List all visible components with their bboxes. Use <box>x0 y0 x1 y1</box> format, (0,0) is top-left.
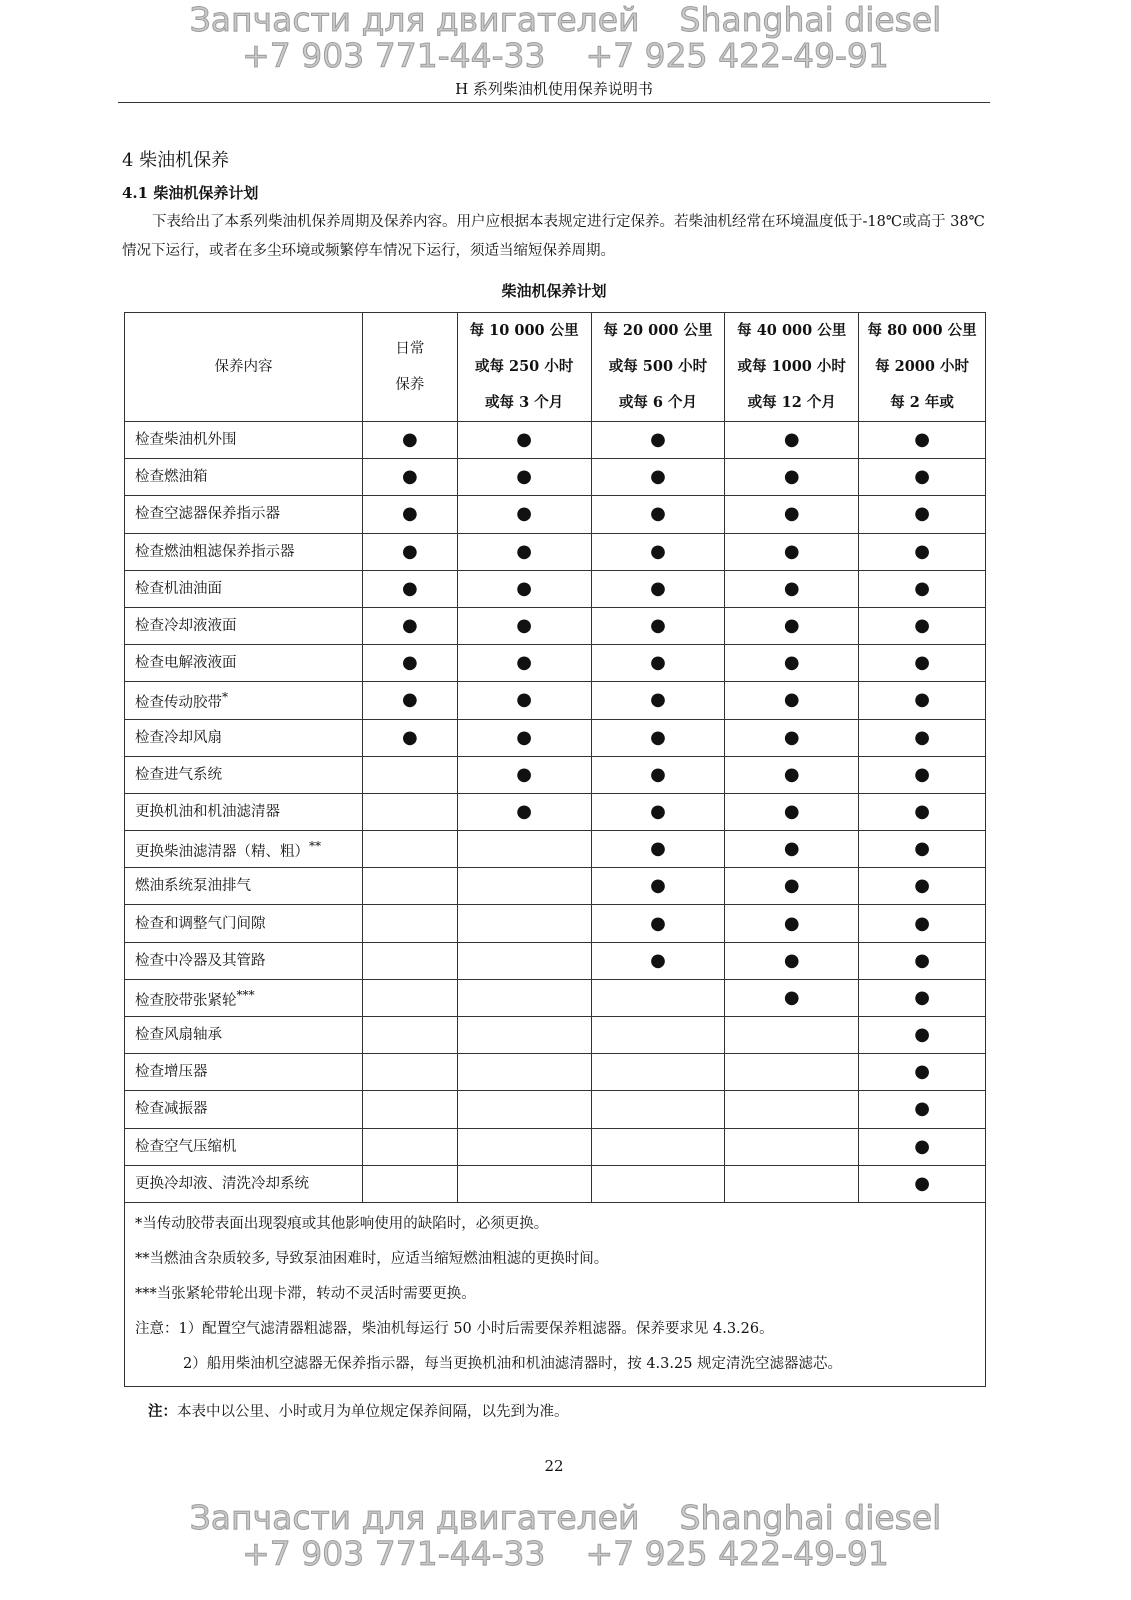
column-header <box>591 313 725 422</box>
item-label: 检查和调整气门间隙 <box>135 915 266 932</box>
maintenance-item <box>125 496 363 533</box>
watermark-row <box>0 1536 1131 1572</box>
check-dot-icon: ● <box>859 756 986 793</box>
table-row <box>125 682 986 719</box>
check-dot-icon: ● <box>591 682 725 719</box>
item-label: 检查胶带张紧轮 <box>135 992 237 1009</box>
item-label: 检查燃油箱 <box>135 469 208 486</box>
table-row <box>125 1165 986 1202</box>
check-dot-icon: ● <box>457 422 591 459</box>
table-title: 柴油机保养计划 <box>501 282 607 300</box>
check-dot-icon: ● <box>591 496 725 533</box>
check-dot-icon: ● <box>725 719 859 756</box>
footnote-marker: * <box>222 690 229 705</box>
check-dot-icon: ● <box>725 905 859 942</box>
watermark-row <box>0 2 1131 38</box>
watermark-line: +7 903 771-44-33 <box>242 1534 546 1573</box>
check-dot-icon: ● <box>725 756 859 793</box>
check-dot-icon: ● <box>457 459 591 496</box>
check-dot-icon: ● <box>362 682 457 719</box>
footer-note-text: 本表中以公里、小时或月为单位规定保养间隔，以先到为准。 <box>177 1404 569 1420</box>
column-header-line: 保养 <box>395 377 425 393</box>
check-dot-icon: ● <box>859 868 986 905</box>
note-line: **当燃油含杂质较多, 导致泵油困难时，应适当缩短燃油粗滤的更换时间。 <box>135 1250 609 1267</box>
maintenance-item <box>125 719 363 756</box>
empty-cell <box>362 979 457 1016</box>
check-dot-icon: ● <box>457 607 591 644</box>
item-label: 检查中冷器及其管路 <box>135 952 266 969</box>
check-dot-icon: ● <box>362 422 457 459</box>
empty-cell <box>362 831 457 868</box>
column-header-line: 日常 <box>395 341 425 357</box>
running-header: H 系列柴油机使用保养说明书 <box>455 80 653 98</box>
check-dot-icon: ● <box>457 793 591 830</box>
item-label: 更换机油和机油滤清器 <box>135 803 280 820</box>
check-dot-icon: ● <box>591 756 725 793</box>
watermark-line: +7 925 422-49-91 <box>585 36 889 75</box>
table-row <box>125 645 986 682</box>
column-header <box>362 313 457 422</box>
watermark-row <box>0 38 1131 74</box>
item-label: 检查风扇轴承 <box>135 1027 222 1044</box>
check-dot-icon: ● <box>591 459 725 496</box>
check-dot-icon: ● <box>725 645 859 682</box>
maintenance-item <box>125 793 363 830</box>
column-header <box>125 313 363 422</box>
empty-cell <box>725 1165 859 1202</box>
check-dot-icon: ● <box>362 496 457 533</box>
maintenance-item <box>125 422 363 459</box>
maintenance-item <box>125 682 363 719</box>
empty-cell <box>457 942 591 979</box>
column-header-line: 每 10 000 公里 <box>469 322 579 339</box>
maintenance-item <box>125 942 363 979</box>
table-row <box>125 1017 986 1054</box>
header-rule <box>118 102 990 103</box>
check-dot-icon: ● <box>859 1128 986 1165</box>
empty-cell <box>591 1054 725 1091</box>
empty-cell <box>457 1165 591 1202</box>
table-row <box>125 570 986 607</box>
maintenance-item <box>125 905 363 942</box>
empty-cell <box>457 979 591 1016</box>
check-dot-icon: ● <box>591 422 725 459</box>
check-dot-icon: ● <box>591 831 725 868</box>
check-dot-icon: ● <box>725 979 859 1016</box>
maintenance-item <box>125 607 363 644</box>
watermark-line: +7 925 422-49-91 <box>585 1534 889 1573</box>
column-header-line: 或每 250 小时 <box>474 358 574 375</box>
check-dot-icon: ● <box>859 496 986 533</box>
table-row <box>125 1091 986 1128</box>
check-dot-icon: ● <box>457 496 591 533</box>
empty-cell <box>362 1091 457 1128</box>
column-header-line: 或每 1000 小时 <box>737 358 846 375</box>
watermark-line: Запчасти для двигателей <box>189 0 640 39</box>
check-dot-icon: ● <box>591 645 725 682</box>
item-label: 检查机油油面 <box>135 580 222 597</box>
check-dot-icon: ● <box>859 793 986 830</box>
watermark-row <box>0 1500 1131 1536</box>
maintenance-item <box>125 570 363 607</box>
empty-cell <box>725 1091 859 1128</box>
note-line: 2）船用柴油机空滤器无保养指示器，每当更换机油和机油滤清器时，按 4.3.25 规定清洗空滤器滤芯。 <box>183 1355 843 1372</box>
item-label: 检查增压器 <box>135 1064 208 1081</box>
check-dot-icon: ● <box>859 459 986 496</box>
table-row <box>125 459 986 496</box>
item-label: 燃油系统泵油排气 <box>135 878 251 895</box>
item-label: 更换冷却液、清洗冷却系统 <box>135 1175 309 1192</box>
note-line: *当传动胶带表面出现裂痕或其他影响使用的缺陷时，必须更换。 <box>135 1215 549 1232</box>
column-header <box>859 313 986 422</box>
check-dot-icon: ● <box>457 645 591 682</box>
table-row <box>125 793 986 830</box>
footer-note <box>148 1402 569 1422</box>
subsection-title: 4.1 柴油机保养计划 <box>122 184 259 202</box>
check-dot-icon: ● <box>725 682 859 719</box>
check-dot-icon: ● <box>725 942 859 979</box>
column-header-line: 保养内容 <box>214 359 273 375</box>
check-dot-icon: ● <box>457 756 591 793</box>
maintenance-item <box>125 1091 363 1128</box>
maintenance-item <box>125 979 363 1016</box>
empty-cell <box>362 905 457 942</box>
check-dot-icon: ● <box>859 719 986 756</box>
item-label: 检查冷却风扇 <box>135 729 222 746</box>
column-header <box>457 313 591 422</box>
item-label: 检查空气压缩机 <box>135 1138 237 1155</box>
empty-cell <box>457 1091 591 1128</box>
empty-cell <box>457 831 591 868</box>
empty-cell <box>725 1054 859 1091</box>
check-dot-icon: ● <box>859 979 986 1016</box>
empty-cell <box>591 1165 725 1202</box>
check-dot-icon: ● <box>591 868 725 905</box>
empty-cell <box>457 1017 591 1054</box>
table-header-row <box>125 313 986 422</box>
watermark-bottom <box>0 1500 1131 1572</box>
maintenance-item <box>125 1128 363 1165</box>
item-label: 检查减振器 <box>135 1101 208 1118</box>
table-row <box>125 422 986 459</box>
table-row <box>125 1128 986 1165</box>
empty-cell <box>457 905 591 942</box>
check-dot-icon: ● <box>725 459 859 496</box>
watermark-line: Shanghai diesel <box>679 1498 942 1537</box>
check-dot-icon: ● <box>859 905 986 942</box>
column-header-line: 或每 3 个月 <box>485 394 564 411</box>
footer-note-label: 注： <box>148 1403 177 1420</box>
table-row <box>125 831 986 868</box>
footnote-marker: ** <box>309 839 322 854</box>
watermark-line: +7 903 771-44-33 <box>242 36 546 75</box>
check-dot-icon: ● <box>457 682 591 719</box>
item-label: 检查空滤器保养指示器 <box>135 506 280 523</box>
check-dot-icon: ● <box>362 570 457 607</box>
table-row <box>125 719 986 756</box>
check-dot-icon: ● <box>859 682 986 719</box>
check-dot-icon: ● <box>725 570 859 607</box>
column-header-line: 或每 12 个月 <box>747 394 836 411</box>
check-dot-icon: ● <box>859 831 986 868</box>
check-dot-icon: ● <box>591 570 725 607</box>
empty-cell <box>362 1165 457 1202</box>
check-dot-icon: ● <box>591 942 725 979</box>
item-label: 检查冷却液液面 <box>135 618 237 635</box>
check-dot-icon: ● <box>591 607 725 644</box>
column-header-line: 每 2 年或 <box>890 394 954 411</box>
section-title: 4 柴油机保养 <box>122 150 230 171</box>
check-dot-icon: ● <box>859 607 986 644</box>
maintenance-item <box>125 1165 363 1202</box>
check-dot-icon: ● <box>725 533 859 570</box>
empty-cell <box>362 1017 457 1054</box>
footnote-marker: *** <box>236 987 255 1002</box>
check-dot-icon: ● <box>859 1017 986 1054</box>
maintenance-schedule-table <box>124 312 986 1387</box>
check-dot-icon: ● <box>859 645 986 682</box>
empty-cell <box>457 1054 591 1091</box>
table-row <box>125 942 986 979</box>
check-dot-icon: ● <box>725 793 859 830</box>
intro-paragraph: 下表给出了本系列柴油机保养周期及保养内容。用户应根据本表规定进行定保养。若柴油机经常在环境温度低于-18℃或高于 38℃情况下运行，或者在多尘环境或频繁停车情况下运行，须适当缩短保养周期。 <box>122 214 985 259</box>
check-dot-icon: ● <box>362 459 457 496</box>
check-dot-icon: ● <box>362 533 457 570</box>
item-label: 检查燃油粗滤保养指示器 <box>135 543 295 560</box>
check-dot-icon: ● <box>725 868 859 905</box>
column-header-line: 或每 500 小时 <box>608 358 708 375</box>
check-dot-icon: ● <box>859 533 986 570</box>
note-line: ***当张紧轮带轮出现卡滞，转动不灵活时需要更换。 <box>135 1285 476 1302</box>
check-dot-icon: ● <box>859 1091 986 1128</box>
item-label: 检查传动胶带 <box>135 695 222 712</box>
table-row <box>125 496 986 533</box>
watermark-line: Shanghai diesel <box>679 0 942 39</box>
check-dot-icon: ● <box>457 570 591 607</box>
check-dot-icon: ● <box>591 719 725 756</box>
check-dot-icon: ● <box>591 533 725 570</box>
table-notes <box>125 1202 986 1386</box>
table-row <box>125 905 986 942</box>
check-dot-icon: ● <box>362 607 457 644</box>
empty-cell <box>362 1054 457 1091</box>
maintenance-item <box>125 645 363 682</box>
column-header <box>725 313 859 422</box>
maintenance-item <box>125 868 363 905</box>
table-row <box>125 868 986 905</box>
check-dot-icon: ● <box>362 645 457 682</box>
check-dot-icon: ● <box>859 422 986 459</box>
check-dot-icon: ● <box>859 1165 986 1202</box>
empty-cell <box>725 1017 859 1054</box>
empty-cell <box>591 1091 725 1128</box>
maintenance-item <box>125 459 363 496</box>
empty-cell <box>362 1128 457 1165</box>
note-line: 注意：1）配置空气滤清器粗滤器，柴油机每运行 50 小时后需要保养粗滤器。保养要求见 4.3.26。 <box>135 1320 774 1337</box>
table-row <box>125 607 986 644</box>
check-dot-icon: ● <box>859 570 986 607</box>
item-label: 检查柴油机外围 <box>135 432 237 449</box>
page-number: 22 <box>544 1457 564 1475</box>
empty-cell <box>362 793 457 830</box>
empty-cell <box>362 868 457 905</box>
item-label: 更换柴油滤清器（精、粗） <box>135 844 309 861</box>
empty-cell <box>457 1128 591 1165</box>
empty-cell <box>457 868 591 905</box>
empty-cell <box>591 979 725 1016</box>
check-dot-icon: ● <box>725 607 859 644</box>
maintenance-item <box>125 533 363 570</box>
column-header-line: 每 2000 小时 <box>875 358 970 375</box>
column-header-line: 每 40 000 公里 <box>737 322 847 339</box>
check-dot-icon: ● <box>457 719 591 756</box>
check-dot-icon: ● <box>362 719 457 756</box>
empty-cell <box>362 756 457 793</box>
check-dot-icon: ● <box>859 942 986 979</box>
empty-cell <box>591 1017 725 1054</box>
empty-cell <box>591 1128 725 1165</box>
check-dot-icon: ● <box>725 831 859 868</box>
maintenance-item <box>125 1054 363 1091</box>
watermark-line: Запчасти для двигателей <box>189 1498 640 1537</box>
table-row <box>125 1054 986 1091</box>
table-row <box>125 756 986 793</box>
item-label: 检查进气系统 <box>135 766 222 783</box>
maintenance-item <box>125 831 363 868</box>
column-header-line: 每 80 000 公里 <box>867 322 977 339</box>
check-dot-icon: ● <box>591 793 725 830</box>
maintenance-item <box>125 1017 363 1054</box>
empty-cell <box>362 942 457 979</box>
check-dot-icon: ● <box>457 533 591 570</box>
check-dot-icon: ● <box>859 1054 986 1091</box>
column-header-line: 或每 6 个月 <box>618 394 698 411</box>
column-header-line: 每 20 000 公里 <box>603 322 713 339</box>
check-dot-icon: ● <box>725 422 859 459</box>
table-row <box>125 979 986 1016</box>
item-label: 检查电解液液面 <box>135 655 237 672</box>
empty-cell <box>725 1128 859 1165</box>
check-dot-icon: ● <box>591 905 725 942</box>
maintenance-item <box>125 756 363 793</box>
table-row <box>125 533 986 570</box>
watermark-top <box>0 2 1131 74</box>
check-dot-icon: ● <box>725 496 859 533</box>
